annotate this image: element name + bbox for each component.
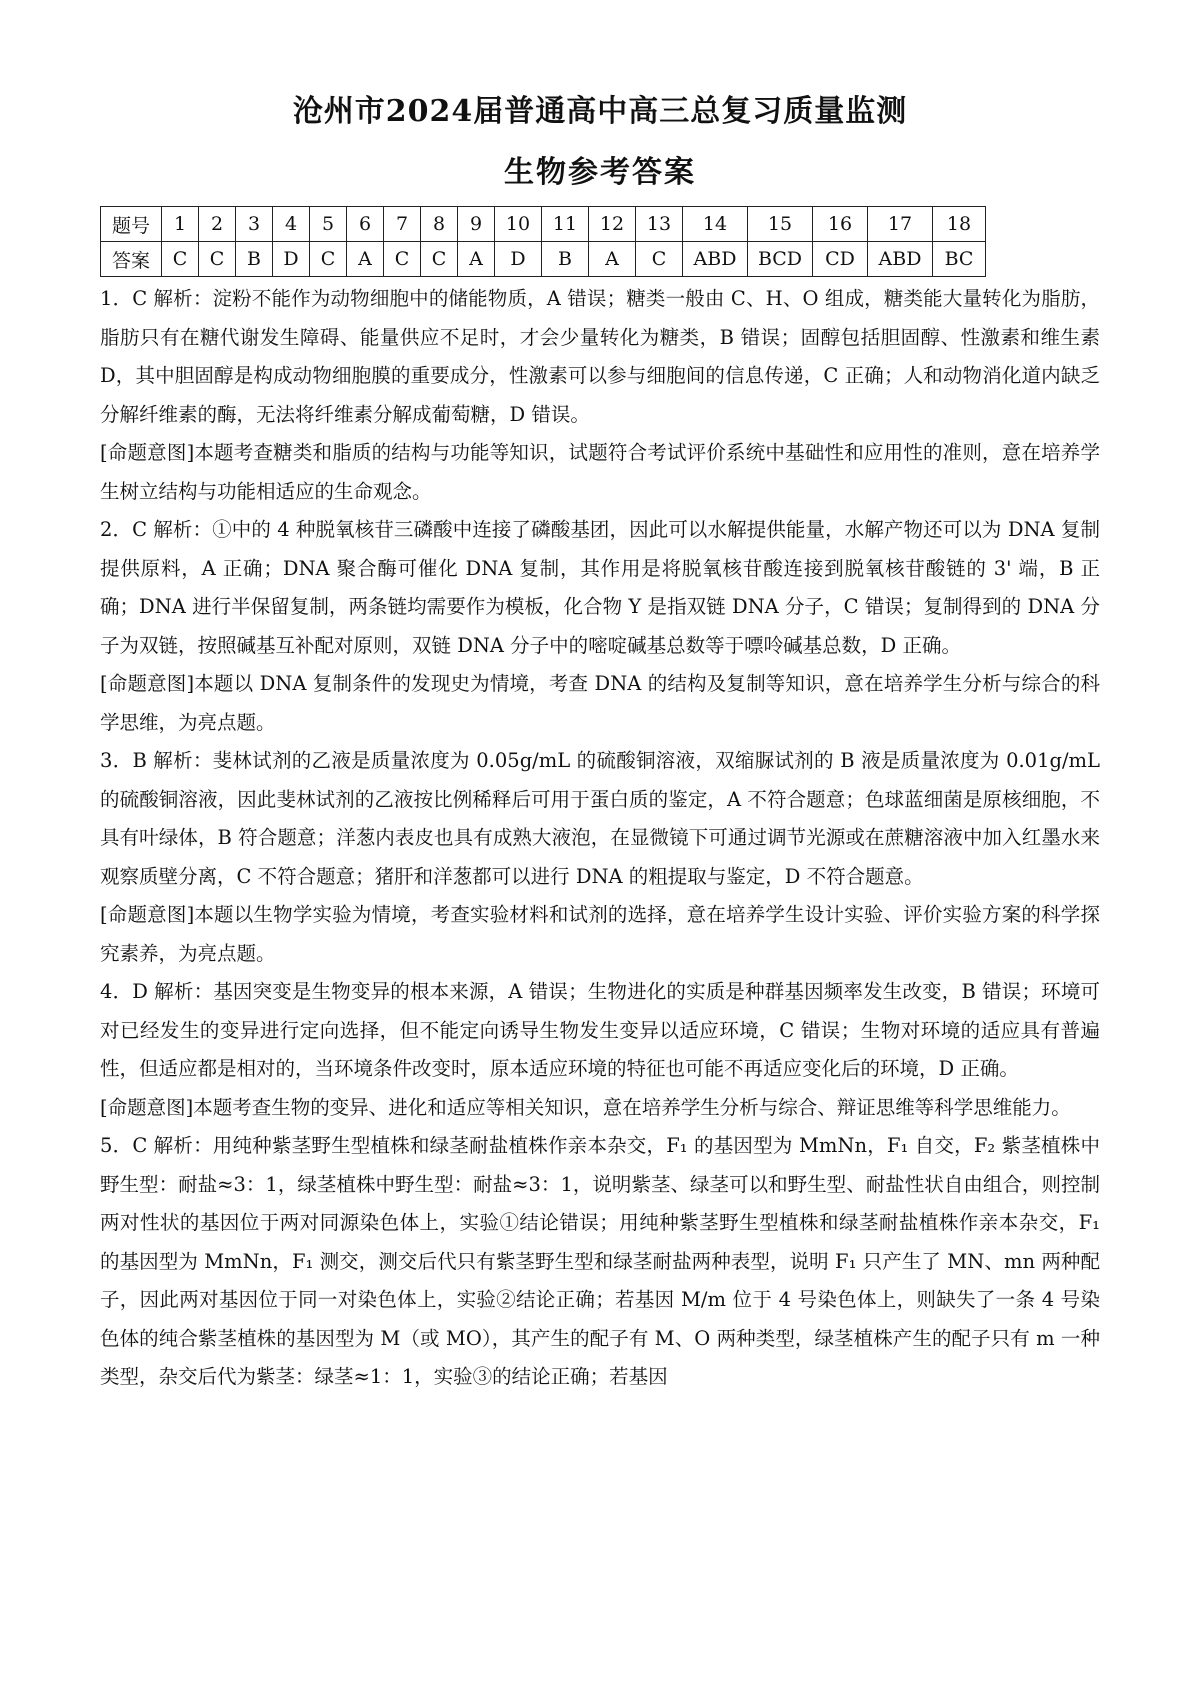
question-number-cell: 10 <box>495 207 542 242</box>
row-label-number: 题号 <box>101 207 162 242</box>
answer-cell: C <box>421 242 458 277</box>
question-number-row <box>101 207 986 242</box>
answer-cell: D <box>495 242 542 277</box>
answer-cell: C <box>310 242 347 277</box>
question-number-cell: 2 <box>199 207 236 242</box>
question-number-cell: 7 <box>384 207 421 242</box>
question-number-cell: 3 <box>236 207 273 242</box>
answer-cell: B <box>542 242 589 277</box>
intent-note: [命题意图]本题考查糖类和脂质的结构与功能等知识，试题符合考试评价系统中基础性和应用性的准则，意在培养学生树立结构与功能相适应的生命观念。 <box>100 441 1100 503</box>
answer-cell: ABD <box>683 242 748 277</box>
answer-explanation: 1．C 解析：淀粉不能作为动物细胞中的储能物质，A 错误；糖类一般由 C、H、O 组成，糖类能大量转化为脂肪，脂肪只有在糖代谢发生障碍、能量供应不足时，才会少量转化为糖类，B 错误；固醇包括胆固醇、性激素和维生素 D，其中胆固醇是构成动物细胞膜的重要成分，性激素可以参与细胞间的信息传递，C 正确；人和动物消化道内缺乏分解纤维素的酶，无法将纤维素分解成葡萄糖，D 错误。 <box>100 287 1100 426</box>
answer-cell: C <box>384 242 421 277</box>
question-number-cell: 16 <box>813 207 868 242</box>
row-label-answer: 答案 <box>101 242 162 277</box>
answer-cell: A <box>589 242 636 277</box>
intent-note: [命题意图]本题以生物学实验为情境，考查实验材料和试剂的选择，意在培养学生设计实验、评价实验方案的科学探究素养，为亮点题。 <box>100 903 1100 965</box>
document-title: 沧州市2024届普通高中高三总复习质量监测 <box>292 94 908 129</box>
intent-note: [命题意图]本题以 DNA 复制条件的发现史为情境，考查 DNA 的结构及复制等知识，意在培养学生分析与综合的科学思维，为亮点题。 <box>100 672 1100 734</box>
answer-explanation: 2．C 解析：①中的 4 种脱氧核苷三磷酸中连接了磷酸基团，因此可以水解提供能量，水解产物还可以为 DNA 复制提供原料，A 正确；DNA 聚合酶可催化 DNA 复制，其作用是将脱氧核苷酸连接到脱氧核苷酸链的 3' 端，B 正确；DNA 进行半保留复制，两条链均需要作为模板，化合物 Y 是指双链 DNA 分子，C 错误；复制得到的 DNA 分子为双链，按照碱基互补配对原则，双链 DNA 分子中的嘧啶碱基总数等于嘌呤碱基总数，D 正确。 <box>100 518 1100 657</box>
question-number-cell: 1 <box>162 207 199 242</box>
question-number-cell: 15 <box>748 207 813 242</box>
explanations <box>100 280 1100 1397</box>
question-number-cell: 14 <box>683 207 748 242</box>
answer-row <box>101 242 986 277</box>
answer-cell: C <box>162 242 199 277</box>
intent-note: [命题意图]本题考查生物的变异、进化和适应等相关知识，意在培养学生分析与综合、辩证思维等科学思维能力。 <box>100 1095 1071 1119</box>
answer-cell: ABD <box>868 242 933 277</box>
answer-explanation: 5．C 解析：用纯种紫茎野生型植株和绿茎耐盐植株作亲本杂交，F₁ 的基因型为 MmNn，F₁ 自交，F₂ 紫茎植株中野生型：耐盐≈3：1，绿茎植株中野生型：耐盐≈3：1，说明紫茎、绿茎可以和野生型、耐盐性状自由组合，则控制两对性状的基因位于两对同源染色体上，实验①结论错误；用纯种紫茎野生型植株和绿茎耐盐植株作亲本杂交，F₁ 的基因型为 MmNn，F₁ 测交，测交后代只有紫茎野生型和绿茎耐盐两种表型，说明 F₁ 只产生了 MN、mn 两种配子，因此两对基因位于同一对染色体上，实验②结论正确；若基因 M/m 位于 4 号染色体上，则缺失了一条 4 号染色体的纯合紫茎植株的基因型为 M（或 MO），其产生的配子有 M、O 两种类型，绿茎植株产生的配子只有 m 一种类型，杂交后代为紫茎：绿茎≈1：1，实验③的结论正确；若基因 <box>100 1134 1100 1388</box>
answer-cell: B <box>236 242 273 277</box>
answer-cell: BCD <box>748 242 813 277</box>
question-number-cell: 8 <box>421 207 458 242</box>
question-number-cell: 6 <box>347 207 384 242</box>
question-number-cell: 13 <box>636 207 683 242</box>
answer-cell: BC <box>933 242 986 277</box>
answer-cell: C <box>636 242 683 277</box>
question-number-cell: 17 <box>868 207 933 242</box>
question-number-cell: 4 <box>273 207 310 242</box>
question-number-cell: 18 <box>933 207 986 242</box>
document-subtitle: 生物参考答案 <box>504 155 696 190</box>
answer-cell: A <box>458 242 495 277</box>
answer-cell: D <box>273 242 310 277</box>
answer-cell: A <box>347 242 384 277</box>
question-number-cell: 12 <box>589 207 636 242</box>
answer-table <box>100 206 986 277</box>
answer-explanation: 3．B 解析：斐林试剂的乙液是质量浓度为 0.05g/mL 的硫酸铜溶液，双缩脲试剂的 B 液是质量浓度为 0.01g/mL 的硫酸铜溶液，因此斐林试剂的乙液按比例稀释后可用于蛋白质的鉴定，A 不符合题意；色球蓝细菌是原核细胞，不具有叶绿体，B 符合题意；洋葱内表皮也具有成熟大液泡，在显微镜下可通过调节光源或在蔗糖溶液中加入红墨水来观察质壁分离，C 不符合题意；猪肝和洋葱都可以进行 DNA 的粗提取与鉴定，D 不符合题意。 <box>100 749 1100 888</box>
question-number-cell: 9 <box>458 207 495 242</box>
answer-cell: C <box>199 242 236 277</box>
question-number-cell: 5 <box>310 207 347 242</box>
answer-explanation: 4．D 解析：基因突变是生物变异的根本来源，A 错误；生物进化的实质是种群基因频率发生改变，B 错误；环境可对已经发生的变异进行定向选择，但不能定向诱导生物发生变异以适应环境，C 错误；生物对环境的适应具有普遍性，但适应都是相对的，当环境条件改变时，原本适应环境的特征也可能不再适应变化后的环境，D 正确。 <box>100 980 1100 1080</box>
answer-cell: CD <box>813 242 868 277</box>
question-number-cell: 11 <box>542 207 589 242</box>
